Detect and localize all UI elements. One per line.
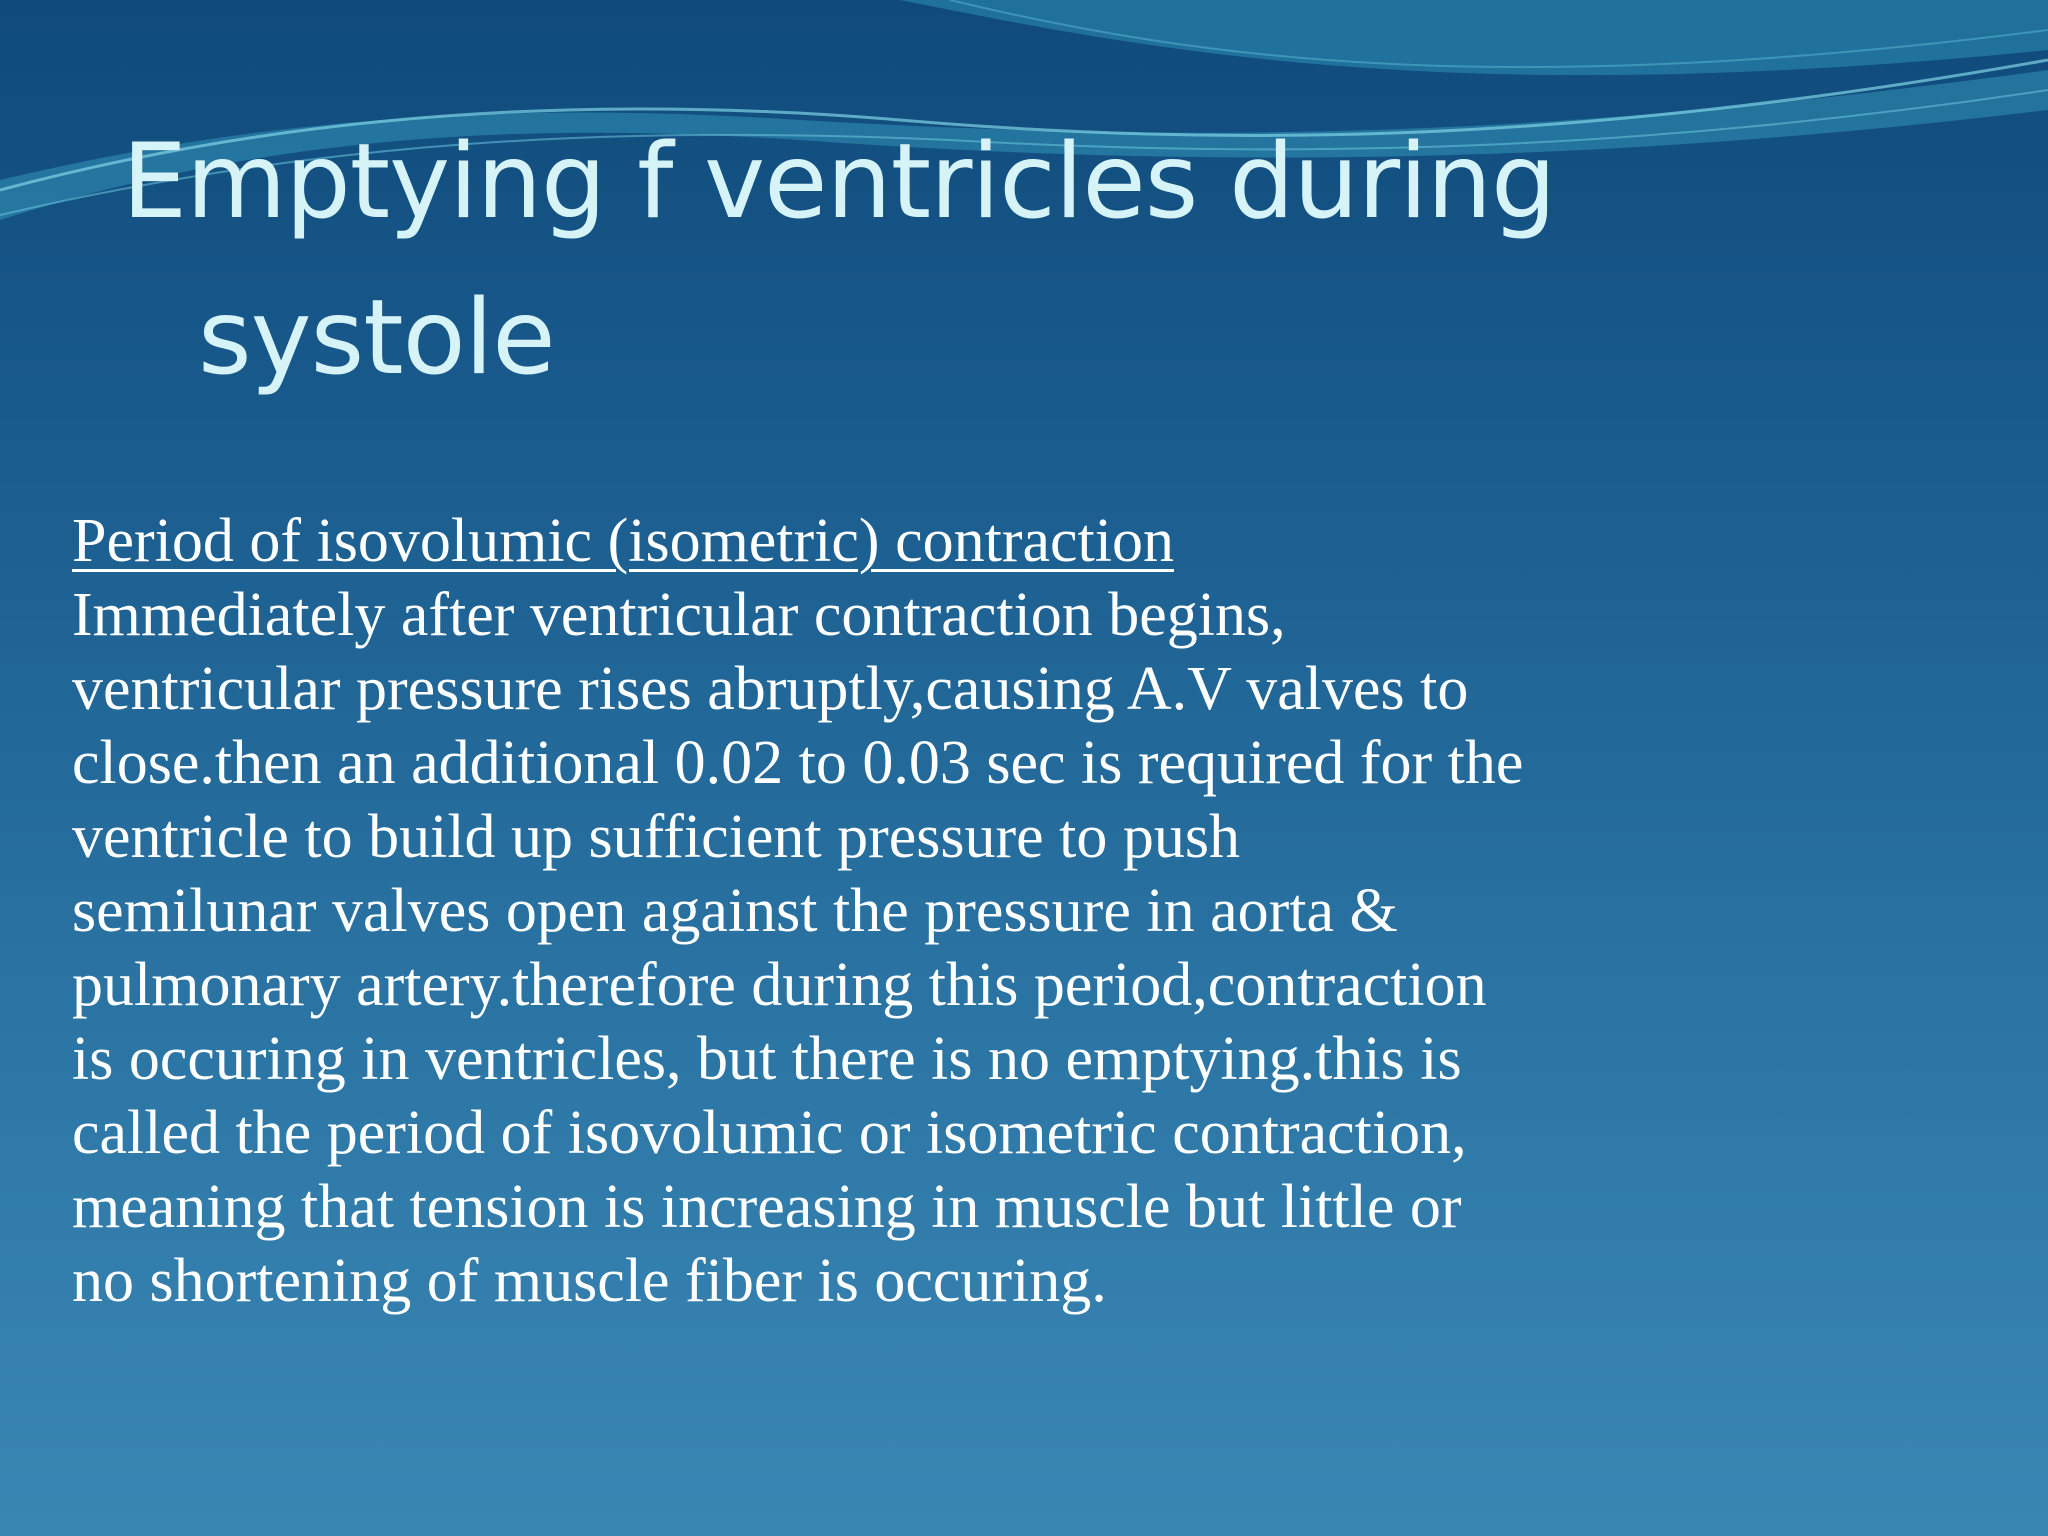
slide-title [122,104,1942,416]
paragraph-line: called the period of isovolumic or isometric contraction, [72,1099,1467,1167]
slide-title-line-1: Emptying f ventricles during [122,122,1556,242]
paragraph-line: semilunar valves open against the pressure in aorta & [72,877,1398,945]
wave-band-upper [900,0,2048,75]
paragraph-line: ventricular pressure rises abruptly,causing A.V valves to [72,655,1469,723]
body-paragraph [72,578,1992,1318]
paragraph-line: ventricle to build up sufficient pressure to push [72,803,1241,871]
paragraph-line: no shortening of muscle fiber is occuring. [72,1247,1107,1315]
paragraph-line: Immediately after ventricular contraction begins, [72,581,1286,649]
paragraph-line: meaning that tension is increasing in muscle but little or [72,1173,1462,1241]
paragraph-line: is occuring in ventricles, but there is no emptying.this is [72,1025,1462,1093]
paragraph-line: close.then an additional 0.02 to 0.03 sec is required for the [72,729,1524,797]
slide-title-line-2: systole [198,278,555,398]
paragraph-line: pulmonary artery.therefore during this period,contraction [72,951,1487,1019]
section-subheading: Period of isovolumic (isometric) contraction [72,507,1174,575]
slide-body [72,504,1992,1318]
